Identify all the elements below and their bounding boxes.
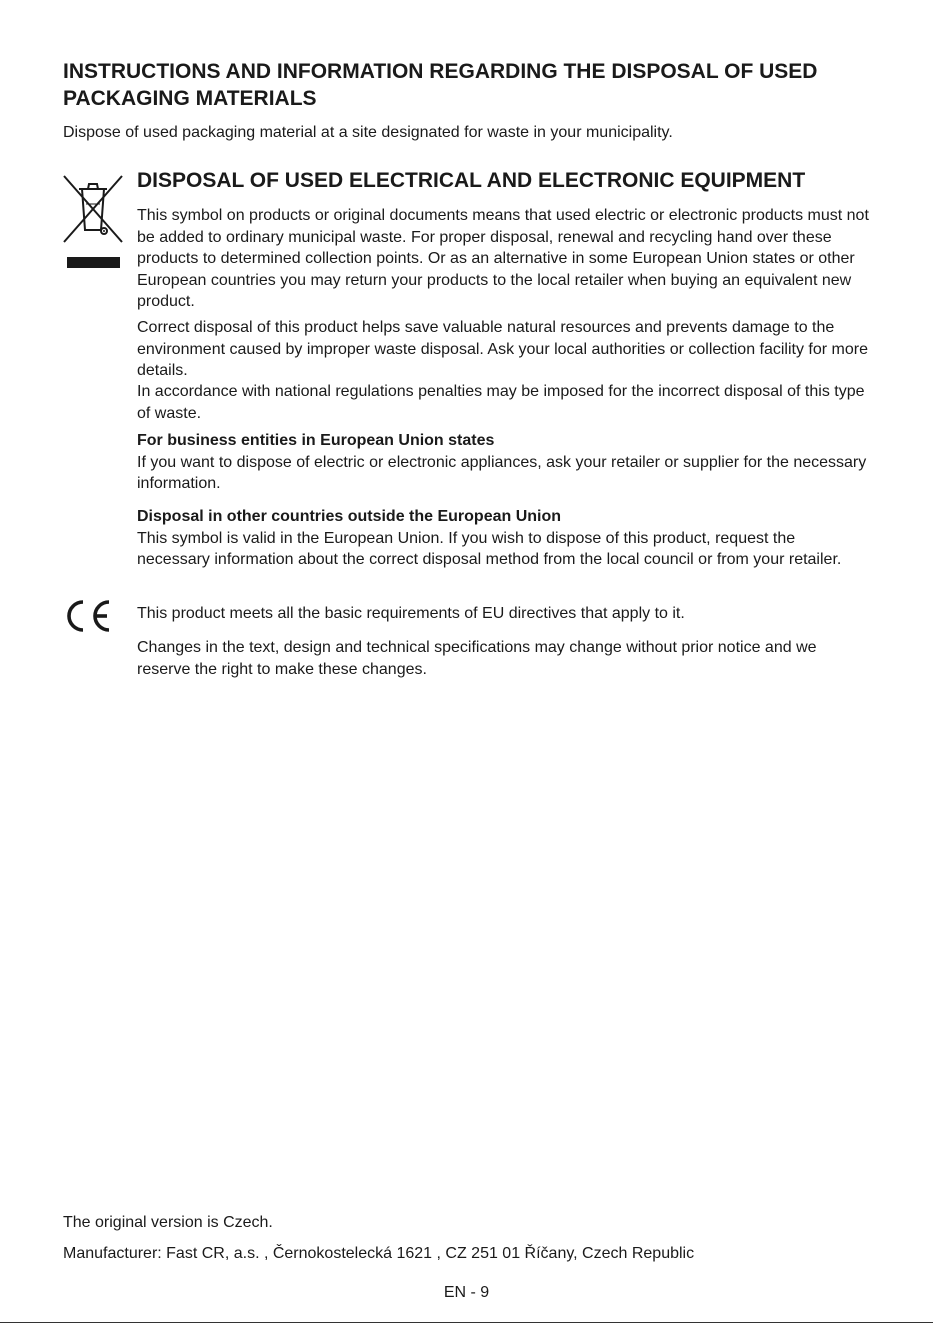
business-entities-block — [137, 430, 872, 495]
business-entities-heading: For business entities in European Union states — [137, 432, 495, 449]
weee-section-title: DISPOSAL OF USED ELECTRICAL AND ELECTRONIC EQUIPMENT — [137, 169, 806, 192]
weee-paragraph-1: This symbol on products or original documents means that used electric or electronic products must not be added to ordinary municipal waste. For proper disposal, renewal and recycling hand over these products to determined collection points. Or as an alternative in some European Union states or other European countries you may return your products to the local retailer when buying an equivalent new product. — [137, 207, 869, 310]
outside-eu-heading: Disposal in other countries outside the European Union — [137, 508, 562, 525]
page-number: EN - 9 — [443, 1284, 490, 1301]
page-title: INSTRUCTIONS AND INFORMATION REGARDING THE DISPOSAL OF USED PACKAGING MATERIALS — [63, 60, 818, 110]
original-version-note: The original version is Czech. — [63, 1214, 273, 1231]
business-entities-text: If you want to dispose of electric or electronic appliances, ask your retailer or supplier for the necessary information. — [137, 453, 867, 492]
manufacturer-info: Manufacturer: Fast CR, a.s. , Černokostelecká 1621 , CZ 251 01 Říčany, Czech Republic — [63, 1245, 695, 1262]
outside-eu-block — [137, 506, 872, 571]
packaging-intro: Dispose of used packaging material at a site designated for waste in your municipality. — [63, 124, 673, 141]
outside-eu-text: This symbol is valid in the European Union. If you wish to dispose of this product, request the necessary information about the correct disposal method from the local council or from your retailer. — [137, 529, 842, 568]
changes-notice: Changes in the text, design and technical specifications may change without prior notice and we reserve the right to make these changes. — [137, 639, 817, 678]
ce-conformity-text: This product meets all the basic requirements of EU directives that apply to it. — [137, 605, 685, 622]
crossed-out-wheelie-bin-icon — [62, 174, 124, 270]
weee-paragraph-3: In accordance with national regulations penalties may be imposed for the incorrect disposal of this type of waste. — [137, 383, 865, 422]
page-bottom-rule — [0, 1322, 933, 1323]
ce-mark-icon — [62, 598, 114, 634]
weee-paragraph-2: Correct disposal of this product helps save valuable natural resources and prevents damage to the environment caused by improper waste disposal. Ask your local authorities or collection facility for more details. — [137, 319, 868, 379]
